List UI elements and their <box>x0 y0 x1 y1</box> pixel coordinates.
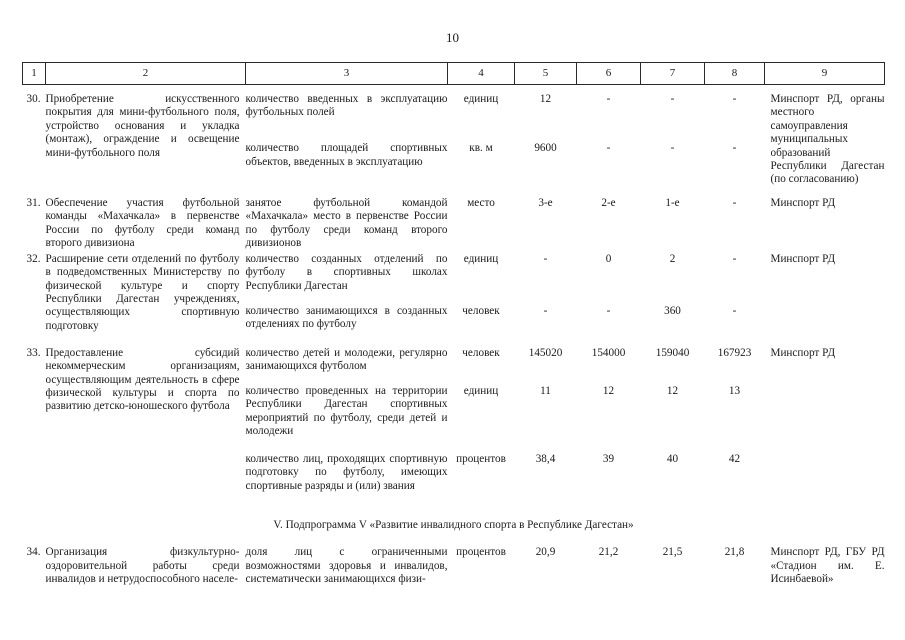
spacer <box>23 187 885 197</box>
value-cell: 3-е <box>538 196 553 209</box>
value-cell: 2 <box>669 252 676 265</box>
header-cell: 7 <box>641 63 705 85</box>
value-cell: 13 <box>728 384 741 397</box>
row-number: 30. <box>26 93 41 105</box>
indicator-text: количество введенных в эксплуатацию футбольных полей <box>245 93 448 119</box>
spacer <box>23 85 885 94</box>
executor: Минспорт РД <box>770 252 836 265</box>
value-cell: 40 <box>666 452 679 465</box>
value-cell: 154000 <box>591 346 626 359</box>
indicator-text: количество проведенных на территории Республики Дагестан спортивных мероприятий по футболу, среди детей и молодежи <box>245 384 448 438</box>
activity-name: Предоставление субсидий некоммерческим организациям, осуществляющим деятельность в сфере физической культуры и спорта по развитию детско-юношеского футбола <box>45 346 240 413</box>
value-cell: 0 <box>605 252 612 265</box>
row-number: 32. <box>26 252 41 265</box>
activity-name: Приобретение искусственного покрытия для мини-футбольного поля, устройство основания и укладка (монтаж), ограждение и освещение мини-футбольного поля <box>45 93 240 159</box>
value-cell: 39 <box>602 452 615 465</box>
header-cell: 2 <box>46 63 246 85</box>
indicator-unit: единиц <box>463 384 499 397</box>
value-cell: 12 <box>666 384 679 397</box>
executor: Минспорт РД, ГБУ РД «Стадион им. Е. Исинбаевой» <box>770 546 885 586</box>
activity-name: Обеспечение участия футбольной команды «Махачкала» в первенстве России по футболу среди команд второго дивизиона <box>45 196 240 250</box>
indicator-unit: единиц <box>463 93 499 105</box>
indicator-unit: место <box>467 196 495 209</box>
value-cell: 159040 <box>655 346 690 359</box>
table-row <box>23 347 885 385</box>
header-cell: 1 <box>23 63 46 85</box>
value-cell: - <box>606 142 611 155</box>
header-cell: 9 <box>765 63 885 85</box>
value-cell: - <box>606 93 611 105</box>
indicator-text: количество занимающихся в созданных отделениях по футболу <box>245 304 448 331</box>
header-cell: 4 <box>448 63 515 85</box>
value-cell: - <box>732 252 737 265</box>
indicator-unit: человек <box>462 304 500 317</box>
value-cell: - <box>732 196 737 209</box>
table-row <box>23 253 885 305</box>
page-number: 10 <box>446 30 459 45</box>
row-number: 33. <box>26 346 41 359</box>
executor: Минспорт РД <box>770 196 836 209</box>
indicator-text: количество площадей спортивных объектов, введенных в эксплуатацию <box>245 142 448 168</box>
table-row <box>23 546 885 586</box>
value-cell: 38,4 <box>535 452 556 465</box>
value-cell: - <box>670 93 675 105</box>
indicator-unit: процентов <box>456 452 506 465</box>
value-cell: - <box>543 304 548 317</box>
value-cell: - <box>732 93 737 105</box>
row-number: 34. <box>26 546 41 559</box>
executor: Минспорт РД, органы местного самоуправления муниципальных образований Республики Дагестан (по согласованию) <box>770 93 885 186</box>
activity-name: Расширение сети отделений по футболу в подведомственных Министерству по физической культуре и спорту Республики Дагестан учреждениях, осуществляющих спортивную подготовку <box>45 252 240 332</box>
value-cell: 21,2 <box>598 546 619 559</box>
indicator-text: количество лиц, проходящих спортивную подготовку по футболу, имеющих спортивные разряды и (или) звания <box>245 452 448 492</box>
value-cell: 9600 <box>534 142 557 155</box>
indicator-text: количество созданных отделений по футболу в спортивных школах Республики Дагестан <box>245 252 448 292</box>
value-cell: - <box>670 142 675 155</box>
indicator-unit: человек <box>462 346 500 359</box>
value-cell: 360 <box>664 304 681 317</box>
subprogram-row <box>23 515 885 546</box>
value-cell: - <box>732 142 737 155</box>
value-cell: - <box>732 304 737 317</box>
indicator-text: занятое футбольной командой «Махачкала» место в первенстве России по футболу среди команд второго дивизионов <box>245 196 448 250</box>
value-cell: 21,5 <box>662 546 683 559</box>
value-cell: 2-е <box>601 196 616 209</box>
activity-name: Организация физкультурно-оздоровительной работы среди инвалидов и нетрудоспособного населе- <box>45 546 240 586</box>
row-number: 31. <box>26 196 41 209</box>
value-cell: 145020 <box>528 346 563 359</box>
header-cell: 5 <box>515 63 577 85</box>
value-cell: 42 <box>728 452 741 465</box>
indicator-text: количество детей и молодежи, регулярно занимающихся футболом <box>245 346 448 373</box>
value-cell: 1-е <box>665 196 680 209</box>
header-row <box>23 63 885 85</box>
value-cell: - <box>606 304 611 317</box>
value-cell: 20,9 <box>535 546 556 559</box>
value-cell: 21,8 <box>724 546 745 559</box>
value-cell: 11 <box>540 384 551 397</box>
subprogram-heading: V. Подпрограмма V «Развитие инвалидного спорта в Республике Дагестан» <box>273 518 634 531</box>
executor: Минспорт РД <box>770 346 836 359</box>
header-cell: 6 <box>577 63 641 85</box>
header-cell: 3 <box>246 63 448 85</box>
value-cell: 167923 <box>717 346 752 359</box>
header-cell: 8 <box>705 63 765 85</box>
program-table <box>22 62 885 586</box>
indicator-unit: кв. м <box>469 142 493 155</box>
value-cell: - <box>543 252 548 265</box>
table-row <box>23 93 885 142</box>
indicator-unit: единиц <box>463 252 499 265</box>
table-row <box>23 197 885 253</box>
indicator-text: доля лиц с ограниченными возможностями здоровья и инвалидов, систематически занимающихся физи- <box>245 546 448 586</box>
indicator-unit: процентов <box>456 546 506 559</box>
value-cell: 12 <box>602 384 615 397</box>
value-cell: 12 <box>539 93 552 105</box>
